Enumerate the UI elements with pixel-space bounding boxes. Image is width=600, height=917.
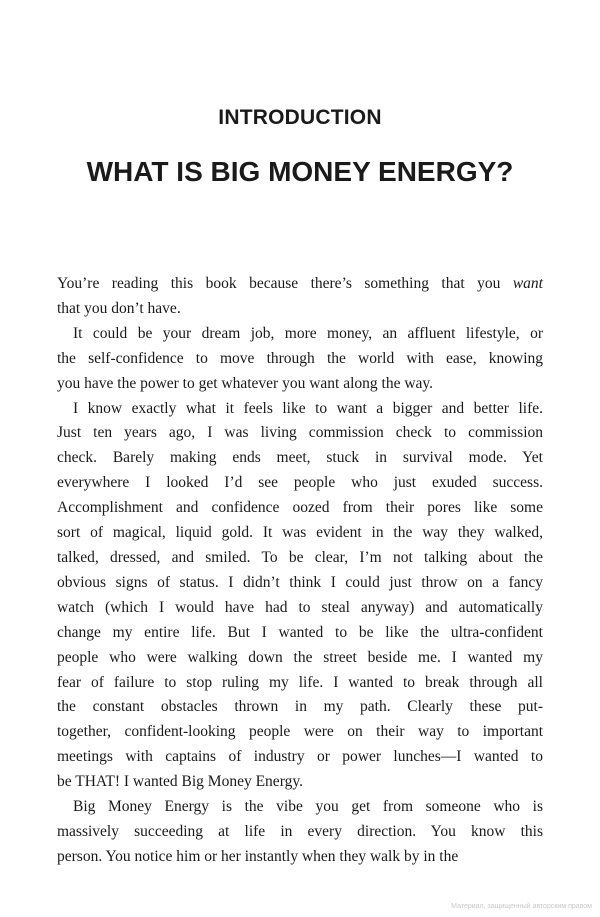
text-line: sort of magical, liquid gold. It was evident in the way they walked, (57, 524, 543, 542)
chapter-label: INTRODUCTION (218, 106, 382, 129)
text-line: fear of failure to stop ruling my life. I wanted to break through all (57, 673, 543, 691)
text-line: person. You notice him or her instantly when they walk by in the (57, 847, 459, 865)
text-line: meetings with captains of industry or power lunches—I wanted to (57, 748, 543, 766)
text-line: the self-confidence to move through the world with ease, knowing (57, 349, 543, 367)
body-text (57, 272, 543, 870)
text-line: massively succeeding at life in every direction. You know this (57, 822, 543, 840)
text-line: change my entire life. But I wanted to be like the ultra-confident (57, 623, 543, 641)
text-line: obvious signs of status. I didn’t think I could just throw on a fancy (57, 573, 543, 591)
text-line: Accomplishment and confidence oozed from their pores like some (57, 499, 543, 517)
text-line: together, confident-looking people were on their way to important (57, 723, 543, 741)
text-line: It could be your dream job, more money, an affluent lifestyle, or (73, 324, 543, 342)
text-line: Big Money Energy is the vibe you get from someone who is (73, 798, 543, 816)
text-line: that you don’t have. (57, 299, 181, 317)
text-line-plain: You’re reading this book because there’s something that you (57, 275, 513, 292)
text-line: I know exactly what it feels like to want a bigger and better life. (73, 399, 543, 417)
text-line: everywhere I looked I’d see people who just exuded success. (57, 474, 543, 492)
text-line: Just ten years ago, I was living commission check to commission (57, 424, 543, 442)
text-line: check. Barely making ends meet, stuck in survival mode. Yet (57, 449, 543, 467)
text-line: watch (which I would have had to steal anyway) and automatically (57, 598, 543, 616)
chapter-title: WHAT IS BIG MONEY ENERGY? (86, 156, 514, 187)
text-line: the constant obstacles thrown in my path. Clearly these put- (57, 698, 543, 716)
text-line (57, 272, 543, 297)
text-line: people who were walking down the street beside me. I wanted my (57, 648, 543, 666)
text-line: you have the power to get whatever you want along the way. (57, 374, 434, 392)
watermark: Материал, защищенный авторским правом (451, 903, 592, 910)
text-line: talked, dressed, and smiled. To be clear, I’m not talking about the (57, 548, 543, 566)
text-line: be THAT! I wanted Big Money Energy. (57, 773, 303, 791)
italic-word: want (512, 275, 543, 292)
